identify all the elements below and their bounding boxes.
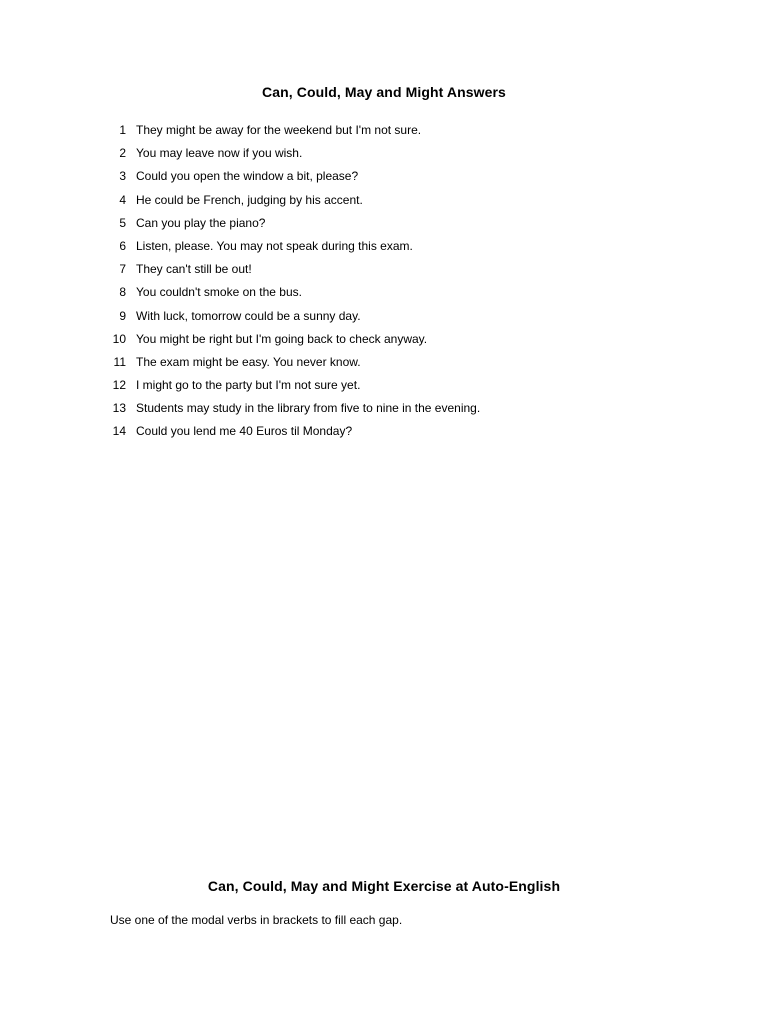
answer-number: 5	[119, 215, 126, 230]
answer-number: 3	[119, 169, 126, 184]
list-item	[108, 308, 480, 331]
answer-number: 8	[119, 285, 126, 300]
answer-text: They can't still be out!	[136, 262, 252, 277]
answer-text: He could be French, judging by his accent.	[136, 192, 363, 207]
answer-number: 14	[112, 424, 126, 439]
answer-text: I might go to the party but I'm not sure yet.	[136, 378, 361, 393]
list-item	[108, 192, 480, 215]
answer-number: 10	[112, 331, 126, 346]
list-item	[108, 354, 480, 377]
answer-number: 2	[119, 146, 126, 161]
answer-text: Students may study in the library from five to nine in the evening.	[136, 401, 481, 416]
answer-number: 7	[119, 262, 126, 277]
list-item	[108, 400, 480, 423]
answer-number: 6	[119, 238, 126, 253]
answer-number: 1	[119, 123, 126, 137]
answer-number: 13	[112, 401, 126, 416]
list-item	[108, 261, 480, 284]
answer-number: 11	[113, 354, 126, 369]
answer-text: They might be away for the weekend but I'm not sure.	[136, 123, 422, 137]
answer-number: 9	[119, 308, 126, 323]
answer-text: You couldn't smoke on the bus.	[136, 285, 302, 300]
list-item	[108, 331, 480, 354]
exercise-title: Can, Could, May and Might Exercise at Auto-English	[207, 878, 561, 894]
list-item	[108, 284, 480, 307]
answer-number: 4	[119, 192, 126, 207]
answers-list	[108, 122, 480, 447]
answer-text: Could you open the window a bit, please?	[136, 169, 359, 184]
list-item	[108, 122, 480, 145]
list-item	[108, 168, 480, 191]
answer-text: Could you lend me 40 Euros til Monday?	[136, 424, 353, 439]
list-item	[108, 377, 480, 400]
list-item	[108, 238, 480, 261]
answer-text: Can you play the piano?	[136, 215, 266, 230]
answer-text: With luck, tomorrow could be a sunny day.	[136, 308, 361, 323]
answer-number: 12	[112, 378, 126, 393]
list-item	[108, 145, 480, 168]
answer-text: The exam might be easy. You never know.	[136, 354, 361, 369]
answer-text: You may leave now if you wish.	[136, 146, 303, 161]
list-item	[108, 215, 480, 238]
page-title: Can, Could, May and Might Answers	[262, 84, 506, 100]
instructions-text: Use one of the modal verbs in brackets to fill each gap.	[110, 913, 403, 927]
answer-text: You might be right but I'm going back to check anyway.	[136, 331, 428, 346]
list-item	[108, 423, 480, 446]
answer-text: Listen, please. You may not speak during this exam.	[136, 238, 413, 253]
